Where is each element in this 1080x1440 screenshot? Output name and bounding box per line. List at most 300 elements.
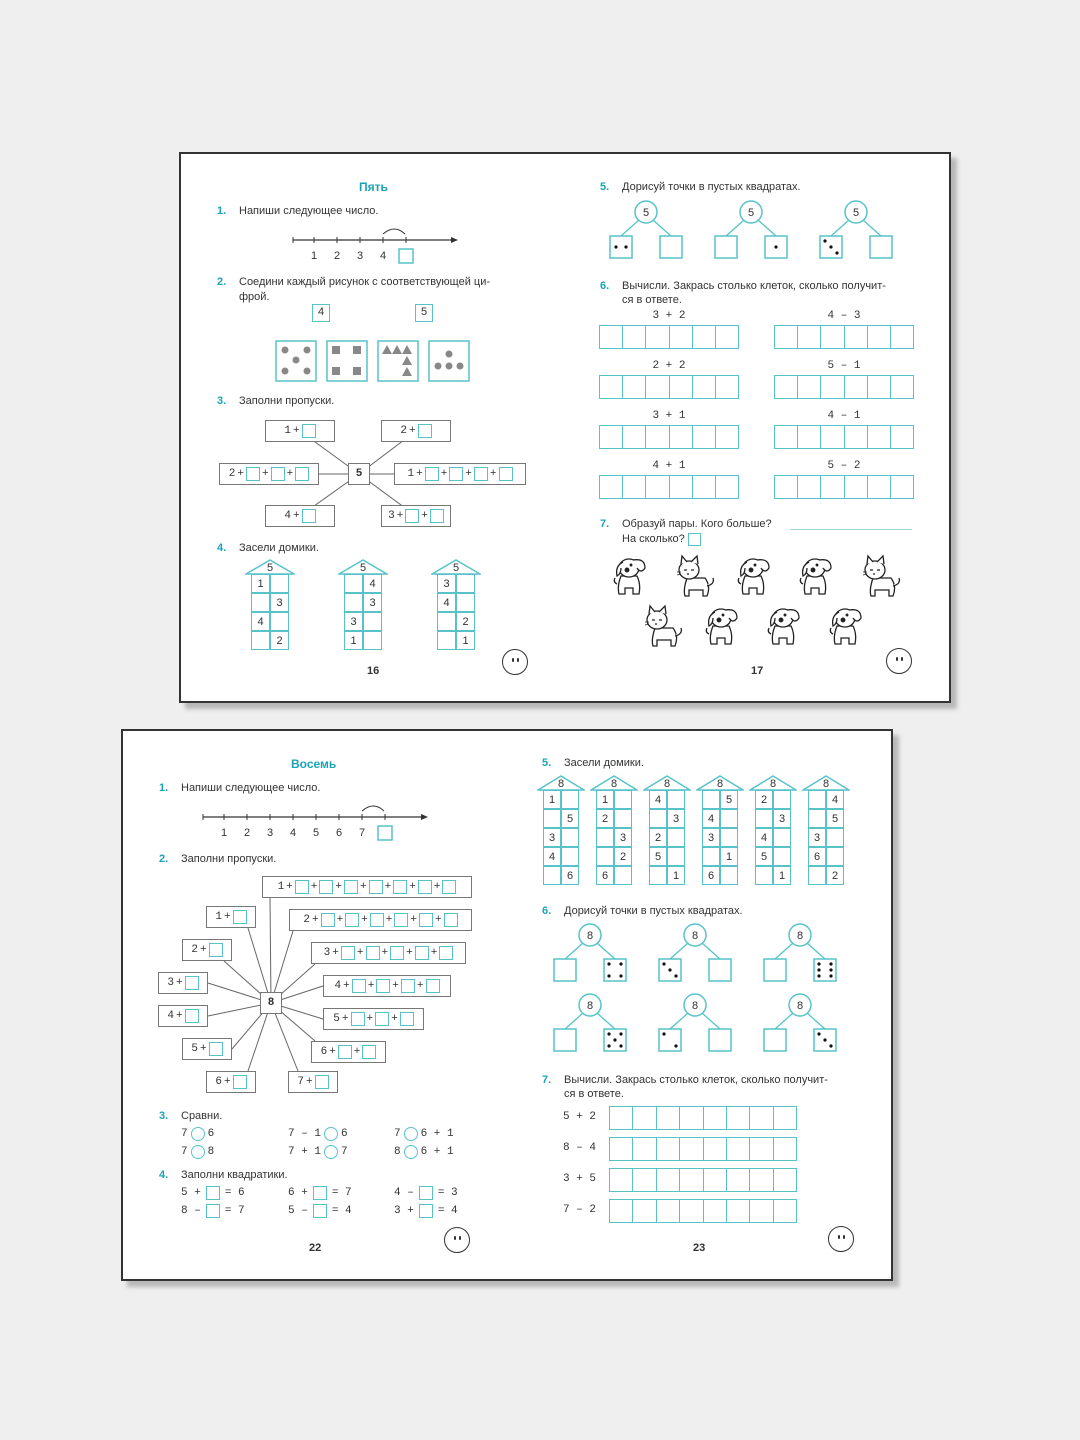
answer-box[interactable]	[399, 249, 413, 263]
house-cell[interactable]: 3	[702, 828, 720, 847]
tick-label: 2	[243, 827, 251, 839]
cell[interactable]	[868, 426, 891, 448]
house-cell[interactable]	[561, 847, 579, 866]
house-cell[interactable]: 4	[755, 828, 773, 847]
equation-lead: 1	[215, 911, 222, 923]
blank-box[interactable]	[449, 467, 463, 481]
blank-box[interactable]	[338, 1045, 352, 1059]
plus-sign: +	[176, 977, 183, 989]
dots-box[interactable]	[870, 236, 892, 258]
dots-box[interactable]	[604, 959, 626, 981]
dots-box[interactable]	[814, 959, 836, 981]
house-cell[interactable]: 3	[808, 828, 826, 847]
cell[interactable]	[670, 426, 693, 448]
left-operand: 7	[394, 1128, 401, 1140]
house-cell[interactable]	[773, 790, 791, 809]
house-cell[interactable]	[561, 828, 579, 847]
house-cell[interactable]: 1	[773, 866, 791, 885]
dot	[613, 1038, 616, 1041]
house-cell[interactable]	[596, 847, 614, 866]
cell[interactable]	[798, 476, 821, 498]
house-cell[interactable]	[826, 828, 844, 847]
cell[interactable]	[600, 426, 623, 448]
cell[interactable]	[774, 1107, 796, 1129]
equation-box	[289, 909, 472, 931]
left-operand: 7	[181, 1128, 188, 1140]
cell[interactable]	[600, 326, 623, 348]
house-cell[interactable]	[667, 847, 685, 866]
house-cell[interactable]: 4	[702, 809, 720, 828]
house-cell[interactable]: 4	[543, 847, 561, 866]
blank-box[interactable]	[351, 1012, 365, 1026]
dot	[829, 974, 832, 977]
compare-circle[interactable]	[324, 1127, 338, 1141]
house-cell[interactable]: 1	[667, 866, 685, 885]
blank-box[interactable]	[302, 509, 316, 523]
house-cell[interactable]: 2	[456, 612, 475, 631]
house-cell[interactable]	[667, 790, 685, 809]
house-cell[interactable]: 3	[344, 612, 363, 631]
dots-box[interactable]	[659, 959, 681, 981]
house-cell[interactable]	[437, 631, 456, 650]
compare-circle[interactable]	[404, 1145, 418, 1159]
blank-box[interactable]	[246, 467, 260, 481]
blank-box[interactable]	[415, 946, 429, 960]
cell[interactable]	[821, 426, 844, 448]
house-cell[interactable]: 1	[456, 631, 475, 650]
cell[interactable]	[657, 1107, 680, 1129]
digit-box[interactable]: 4	[312, 304, 330, 322]
cell[interactable]	[633, 1138, 656, 1160]
cell[interactable]	[646, 376, 669, 398]
right-operand: 7	[341, 1146, 348, 1158]
expression-left: 4 –	[394, 1187, 414, 1199]
house-cell[interactable]	[720, 809, 738, 828]
house-cell[interactable]	[251, 631, 270, 650]
house-cell[interactable]	[808, 809, 826, 828]
cell[interactable]	[774, 1138, 796, 1160]
house-cell[interactable]	[773, 828, 791, 847]
house-cell[interactable]: 6	[808, 847, 826, 866]
cell[interactable]	[623, 476, 646, 498]
cell[interactable]	[845, 476, 868, 498]
blank-box[interactable]	[426, 979, 440, 993]
dots-box[interactable]	[660, 236, 682, 258]
house-cell[interactable]	[826, 847, 844, 866]
cell[interactable]	[704, 1169, 727, 1191]
task-text: Напиши следующее число.	[181, 782, 321, 794]
house-cell[interactable]	[667, 828, 685, 847]
house-cell[interactable]: 2	[596, 809, 614, 828]
blank-box[interactable]	[369, 880, 383, 894]
picture-cards[interactable]	[275, 340, 475, 384]
house-cell[interactable]	[702, 847, 720, 866]
cell[interactable]	[646, 426, 669, 448]
task-number: 7.	[542, 1074, 552, 1086]
house-cell[interactable]: 1	[543, 790, 561, 809]
cell[interactable]	[868, 376, 891, 398]
plus-sign: +	[391, 1013, 398, 1025]
blank-box[interactable]	[345, 913, 359, 927]
compare-item	[181, 1145, 214, 1159]
house-cell[interactable]: 5	[755, 847, 773, 866]
cell[interactable]	[680, 1200, 703, 1222]
cell[interactable]	[704, 1200, 727, 1222]
cell[interactable]	[798, 326, 821, 348]
dog-icon	[614, 559, 645, 594]
cell[interactable]	[845, 376, 868, 398]
house-cell[interactable]: 5	[826, 809, 844, 828]
cell[interactable]	[670, 376, 693, 398]
cell[interactable]	[798, 376, 821, 398]
blank-box[interactable]	[419, 1186, 433, 1200]
house-cell[interactable]: 3	[773, 809, 791, 828]
blank-box[interactable]	[401, 979, 415, 993]
house-cell[interactable]	[649, 809, 667, 828]
cell[interactable]	[891, 426, 913, 448]
blank-box[interactable]	[444, 913, 458, 927]
cell[interactable]	[774, 1200, 796, 1222]
blank-box[interactable]	[400, 1012, 414, 1026]
cell[interactable]	[693, 326, 716, 348]
compare-circle[interactable]	[191, 1145, 205, 1159]
house-cell[interactable]: 2	[826, 866, 844, 885]
dots-box[interactable]	[814, 1029, 836, 1051]
blank-box[interactable]	[376, 979, 390, 993]
house-cell[interactable]	[702, 790, 720, 809]
blank-box[interactable]	[370, 913, 384, 927]
house-cell[interactable]	[456, 574, 475, 593]
cell[interactable]	[704, 1138, 727, 1160]
cell[interactable]	[821, 376, 844, 398]
blank-box[interactable]	[206, 1204, 220, 1218]
house-cell[interactable]: 5	[561, 809, 579, 828]
house-cell[interactable]	[561, 790, 579, 809]
house-cell[interactable]: 5	[649, 847, 667, 866]
house-cell[interactable]: 4	[363, 574, 382, 593]
cell-row	[599, 375, 739, 399]
blank-box[interactable]	[302, 424, 316, 438]
house-cell[interactable]	[808, 866, 826, 885]
house-cell[interactable]: 4	[437, 593, 456, 612]
dots-box[interactable]	[554, 1029, 576, 1051]
fill-item	[394, 1204, 458, 1218]
house-cell[interactable]	[543, 866, 561, 885]
blank-box[interactable]	[209, 1042, 223, 1056]
blank-box[interactable]	[418, 880, 432, 894]
cell[interactable]	[670, 476, 693, 498]
answer-box[interactable]	[378, 826, 392, 840]
roof-number: 8	[610, 778, 618, 790]
dots-box[interactable]	[709, 1029, 731, 1051]
cell[interactable]	[775, 476, 798, 498]
cell[interactable]	[775, 376, 798, 398]
dots-box[interactable]	[659, 1029, 681, 1051]
blank-box[interactable]	[474, 467, 488, 481]
dots-box[interactable]	[765, 236, 787, 258]
blank-box[interactable]	[425, 467, 439, 481]
cell[interactable]	[693, 376, 716, 398]
cell[interactable]	[775, 426, 798, 448]
blank-box[interactable]	[233, 910, 247, 924]
house-cell[interactable]	[363, 612, 382, 631]
compare-circle[interactable]	[404, 1127, 418, 1141]
house-cell[interactable]: 3	[437, 574, 456, 593]
house-cell[interactable]: 5	[720, 790, 738, 809]
cell[interactable]	[610, 1107, 633, 1129]
house-cell[interactable]	[755, 866, 773, 885]
tick-label: 4	[289, 827, 297, 839]
fill-squares-exercises	[181, 1186, 481, 1224]
cell[interactable]	[610, 1200, 633, 1222]
house-cell[interactable]	[270, 612, 289, 631]
cell[interactable]	[821, 326, 844, 348]
cell[interactable]	[716, 426, 738, 448]
compare-circle[interactable]	[324, 1145, 338, 1159]
cell[interactable]	[821, 476, 844, 498]
cell[interactable]	[623, 326, 646, 348]
house-cell[interactable]: 1	[251, 574, 270, 593]
blank-box[interactable]	[366, 946, 380, 960]
blank-box[interactable]	[419, 913, 433, 927]
cell[interactable]	[775, 326, 798, 348]
blank-box[interactable]	[439, 946, 453, 960]
house-cell[interactable]: 4	[251, 612, 270, 631]
plus-sign: +	[361, 914, 368, 926]
house-cell[interactable]	[543, 809, 561, 828]
cell[interactable]	[633, 1169, 656, 1191]
house-cell[interactable]: 2	[614, 847, 632, 866]
cell[interactable]	[845, 326, 868, 348]
house-cell[interactable]	[251, 593, 270, 612]
blank-box[interactable]	[405, 509, 419, 523]
cell[interactable]	[868, 326, 891, 348]
page-number: 23	[693, 1242, 706, 1254]
cell[interactable]	[680, 1169, 703, 1191]
dots-box[interactable]	[764, 959, 786, 981]
dot	[823, 239, 826, 242]
number-tree	[701, 200, 801, 266]
cell[interactable]	[646, 476, 669, 498]
cell[interactable]	[727, 1138, 750, 1160]
blank-box[interactable]	[206, 1186, 220, 1200]
house-cell[interactable]	[614, 809, 632, 828]
cell[interactable]	[727, 1107, 750, 1129]
blank-box[interactable]	[344, 880, 358, 894]
blank-box[interactable]	[394, 913, 408, 927]
blank-box[interactable]	[419, 1204, 433, 1218]
answer-line[interactable]	[790, 529, 912, 530]
equation-lead: 1	[284, 425, 291, 437]
house-cell[interactable]	[808, 790, 826, 809]
cell[interactable]	[750, 1169, 773, 1191]
blank-box[interactable]	[209, 943, 223, 957]
house-cell[interactable]	[344, 574, 363, 593]
house-cell[interactable]: 3	[614, 828, 632, 847]
blank-box[interactable]	[352, 979, 366, 993]
house-cell[interactable]: 1	[344, 631, 363, 650]
house-cell[interactable]: 1	[720, 847, 738, 866]
dots-box[interactable]	[604, 1029, 626, 1051]
task-number: 7.	[600, 518, 610, 530]
house-cell[interactable]: 2	[649, 828, 667, 847]
blank-box[interactable]	[341, 946, 355, 960]
answer-box[interactable]	[688, 533, 701, 546]
dots-box[interactable]	[764, 1029, 786, 1051]
cell[interactable]	[716, 476, 738, 498]
task-text: Заполни пропуски.	[239, 395, 335, 407]
task-7-label	[542, 1073, 882, 1101]
house-cell[interactable]: 2	[270, 631, 289, 650]
house-cell[interactable]	[773, 847, 791, 866]
cell[interactable]	[646, 326, 669, 348]
house-cell[interactable]	[614, 866, 632, 885]
cell[interactable]	[657, 1200, 680, 1222]
left-operand: 7	[181, 1146, 188, 1158]
dots-box[interactable]	[554, 959, 576, 981]
house-cell[interactable]: 6	[702, 866, 720, 885]
cell[interactable]	[600, 476, 623, 498]
blank-box[interactable]	[313, 1186, 327, 1200]
house-cell[interactable]: 6	[596, 866, 614, 885]
digit-box[interactable]: 5	[415, 304, 433, 322]
blank-box[interactable]	[315, 1075, 329, 1089]
house-cell[interactable]	[437, 612, 456, 631]
cell[interactable]	[750, 1138, 773, 1160]
house-cell[interactable]: 3	[667, 809, 685, 828]
roof-number: 8	[769, 778, 777, 790]
cell[interactable]	[657, 1169, 680, 1191]
house-cell[interactable]	[755, 809, 773, 828]
house-cell[interactable]: 6	[561, 866, 579, 885]
blank-box[interactable]	[321, 913, 335, 927]
blank-box[interactable]	[418, 424, 432, 438]
cell[interactable]	[868, 476, 891, 498]
house-cell[interactable]	[720, 828, 738, 847]
plus-sign: +	[286, 881, 293, 893]
cell[interactable]	[633, 1200, 656, 1222]
cell[interactable]	[633, 1107, 656, 1129]
task-text: фрой.	[239, 291, 270, 303]
blank-box[interactable]	[442, 880, 456, 894]
house-cell[interactable]: 2	[755, 790, 773, 809]
card-five-circles	[276, 341, 316, 381]
tick-label: 1	[310, 250, 318, 262]
blank-box[interactable]	[390, 946, 404, 960]
house-cell[interactable]: 3	[543, 828, 561, 847]
plus-sign: +	[410, 914, 418, 926]
plus-sign: +	[329, 1046, 336, 1058]
blank-box[interactable]	[319, 880, 333, 894]
cell[interactable]	[693, 426, 716, 448]
house-cell[interactable]	[270, 574, 289, 593]
blank-box[interactable]	[375, 1012, 389, 1026]
cell[interactable]	[693, 476, 716, 498]
cell[interactable]	[704, 1107, 727, 1129]
house-cell[interactable]	[614, 790, 632, 809]
cell[interactable]	[680, 1107, 703, 1129]
blank-box[interactable]	[185, 1009, 199, 1023]
house-cell[interactable]	[363, 631, 382, 650]
cell-row	[774, 325, 914, 349]
blank-box[interactable]	[271, 467, 285, 481]
compare-circle[interactable]	[191, 1127, 205, 1141]
cell[interactable]	[774, 1169, 796, 1191]
dots-box[interactable]	[715, 236, 737, 258]
blank-box[interactable]	[295, 467, 309, 481]
cell[interactable]	[845, 426, 868, 448]
equation-box	[219, 463, 319, 485]
dots-box[interactable]	[820, 236, 842, 258]
plus-sign: +	[385, 914, 393, 926]
cell[interactable]	[600, 376, 623, 398]
cell[interactable]	[891, 376, 913, 398]
cell[interactable]	[623, 376, 646, 398]
house-cell[interactable]	[649, 866, 667, 885]
cell[interactable]	[798, 426, 821, 448]
cell[interactable]	[750, 1200, 773, 1222]
circle-number: 5	[747, 207, 755, 219]
cell[interactable]	[727, 1169, 750, 1191]
house-cell[interactable]: 4	[649, 790, 667, 809]
cell[interactable]	[727, 1200, 750, 1222]
cell[interactable]	[891, 476, 913, 498]
blank-box[interactable]	[393, 880, 407, 894]
cell[interactable]	[657, 1138, 680, 1160]
cell[interactable]	[670, 326, 693, 348]
smiley-icon	[502, 649, 528, 675]
plus-sign: +	[224, 1076, 231, 1088]
tick-label: 5	[312, 827, 320, 839]
dots-box[interactable]	[709, 959, 731, 981]
task-number: 1.	[159, 782, 169, 794]
blank-box[interactable]	[295, 880, 309, 894]
blank-box[interactable]	[362, 1045, 376, 1059]
cell[interactable]	[623, 426, 646, 448]
house-cell[interactable]	[344, 593, 363, 612]
blank-box[interactable]	[499, 467, 513, 481]
jump-arc-icon	[383, 229, 405, 234]
blank-box[interactable]	[185, 976, 199, 990]
house-cell[interactable]: 3	[363, 593, 382, 612]
plus-sign: +	[435, 914, 442, 926]
cell[interactable]	[716, 326, 738, 348]
house-cell[interactable]	[720, 866, 738, 885]
task-text: Напиши следующее число.	[239, 205, 379, 217]
dots-box[interactable]	[610, 236, 632, 258]
blank-box[interactable]	[233, 1075, 247, 1089]
task-text: Засели домики.	[239, 542, 319, 554]
dot	[823, 1038, 826, 1041]
cell[interactable]	[716, 376, 738, 398]
house-cell[interactable]	[596, 828, 614, 847]
cell[interactable]	[891, 326, 913, 348]
house-cell[interactable]	[456, 593, 475, 612]
house-cell[interactable]: 3	[270, 593, 289, 612]
blank-box[interactable]	[430, 509, 444, 523]
task-5-label	[542, 757, 644, 769]
house-cell[interactable]: 4	[826, 790, 844, 809]
cell[interactable]	[680, 1138, 703, 1160]
house-cell[interactable]: 1	[596, 790, 614, 809]
cell[interactable]	[610, 1138, 633, 1160]
task-text: Сравни.	[181, 1110, 223, 1122]
cell[interactable]	[610, 1169, 633, 1191]
blank-box[interactable]	[313, 1204, 327, 1218]
cell[interactable]	[750, 1107, 773, 1129]
dot	[619, 962, 622, 965]
task-3-label	[159, 1110, 222, 1122]
